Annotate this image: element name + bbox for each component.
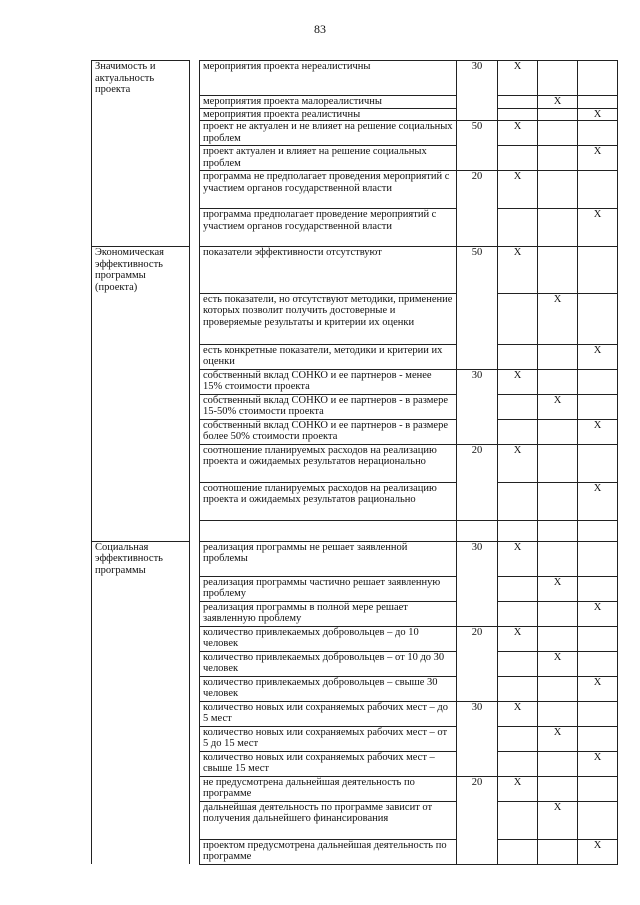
- table-row: [92, 482, 618, 520]
- table-row: [92, 576, 618, 601]
- table-row: [92, 293, 618, 344]
- column-gap: [190, 293, 200, 344]
- column-gap: [190, 776, 200, 801]
- criterion-description: показатели эффективности отсутствуют: [200, 247, 457, 294]
- criterion-category-cell: [92, 601, 190, 626]
- criterion-description: не предусмотрена дальнейшая деятельность по программе: [200, 776, 457, 801]
- criterion-description: [200, 520, 457, 541]
- points-cell: 30: [457, 541, 498, 626]
- rating-mark-cell: X: [578, 482, 618, 520]
- column-gap: [190, 482, 200, 520]
- criterion-description: дальнейшая деятельность по программе зависит от получения дальнейшего финансирования: [200, 801, 457, 839]
- rating-mark-cell: [538, 839, 578, 864]
- rating-mark-cell: [578, 726, 618, 751]
- criterion-description: собственный вклад СОНКО и ее партнеров - в размере 15-50% стоимости проекта: [200, 394, 457, 419]
- rating-mark-cell: [538, 444, 578, 482]
- column-gap: [190, 209, 200, 247]
- rating-mark-cell: [578, 444, 618, 482]
- rating-mark-cell: [538, 601, 578, 626]
- criterion-description: количество привлекаемых добровольцев – свыше 30 человек: [200, 676, 457, 701]
- criterion-description: проект не актуален и не влияет на решение социальных проблем: [200, 121, 457, 146]
- column-gap: [190, 96, 200, 109]
- spacer-row: [92, 520, 618, 541]
- column-gap: [190, 541, 200, 576]
- table-row: [92, 209, 618, 247]
- rating-mark-cell: [498, 520, 538, 541]
- rating-mark-cell: X: [578, 839, 618, 864]
- rating-mark-cell: X: [578, 108, 618, 121]
- criterion-category-cell: [92, 801, 190, 839]
- rating-mark-cell: [578, 394, 618, 419]
- rating-mark-cell: [498, 394, 538, 419]
- rating-mark-cell: [538, 344, 578, 369]
- rating-mark-cell: X: [538, 726, 578, 751]
- rating-mark-cell: X: [538, 394, 578, 419]
- table-row: [92, 247, 618, 294]
- column-gap: [190, 444, 200, 482]
- criterion-category-cell: [92, 576, 190, 601]
- table-row: [92, 108, 618, 121]
- rating-mark-cell: [578, 293, 618, 344]
- points-cell: 50: [457, 121, 498, 171]
- rating-mark-cell: X: [498, 121, 538, 146]
- rating-mark-cell: [538, 701, 578, 726]
- criterion-category-cell: [92, 108, 190, 121]
- rating-mark-cell: [578, 651, 618, 676]
- criterion-category-cell: [92, 344, 190, 369]
- rating-mark-cell: X: [538, 801, 578, 839]
- criterion-category-cell: Социальная эффективность программы: [92, 541, 190, 576]
- rating-mark-cell: X: [578, 209, 618, 247]
- rating-mark-cell: [498, 839, 538, 864]
- rating-mark-cell: [578, 96, 618, 109]
- rating-mark-cell: [538, 482, 578, 520]
- column-gap: [190, 701, 200, 726]
- table-row: [92, 676, 618, 701]
- rating-mark-cell: X: [498, 701, 538, 726]
- criterion-category-cell: [92, 839, 190, 864]
- rating-mark-cell: [538, 369, 578, 394]
- rating-mark-cell: [538, 419, 578, 444]
- criterion-category-cell: [92, 419, 190, 444]
- column-gap: [190, 801, 200, 839]
- rating-mark-cell: [498, 482, 538, 520]
- rating-mark-cell: [538, 146, 578, 171]
- rating-mark-cell: [498, 209, 538, 247]
- column-gap: [190, 651, 200, 676]
- rating-mark-cell: [578, 626, 618, 651]
- criterion-category-cell: [92, 726, 190, 751]
- criterion-category-cell: [92, 444, 190, 482]
- rating-mark-cell: [538, 676, 578, 701]
- table-row: [92, 369, 618, 394]
- criterion-description: проект актуален и влияет на решение социальных проблем: [200, 146, 457, 171]
- column-gap: [190, 676, 200, 701]
- criterion-description: мероприятия проекта нереалистичны: [200, 61, 457, 96]
- table-row: [92, 626, 618, 651]
- table-row: [92, 541, 618, 576]
- criterion-description: количество привлекаемых добровольцев – до 10 человек: [200, 626, 457, 651]
- table-row: [92, 444, 618, 482]
- criterion-category-cell: [92, 701, 190, 726]
- rating-mark-cell: X: [498, 61, 538, 96]
- criterion-category-cell: [92, 121, 190, 146]
- points-cell: 30: [457, 701, 498, 776]
- rating-mark-cell: [538, 108, 578, 121]
- points-cell: 20: [457, 626, 498, 701]
- table-row: [92, 726, 618, 751]
- column-gap: [190, 247, 200, 294]
- rating-mark-cell: X: [578, 146, 618, 171]
- column-gap: [190, 171, 200, 209]
- rating-mark-cell: X: [538, 96, 578, 109]
- column-gap: [190, 369, 200, 394]
- column-gap: [190, 108, 200, 121]
- criterion-category-cell: [92, 651, 190, 676]
- rating-mark-cell: X: [498, 369, 538, 394]
- criterion-category-cell: Экономическая эффективность программы (проекта): [92, 247, 190, 294]
- points-cell: 20: [457, 171, 498, 247]
- rating-mark-cell: X: [538, 293, 578, 344]
- rating-mark-cell: [538, 121, 578, 146]
- rating-mark-cell: [578, 520, 618, 541]
- table-row: [92, 601, 618, 626]
- rating-mark-cell: [538, 751, 578, 776]
- rating-mark-cell: X: [498, 444, 538, 482]
- criterion-category-cell: [92, 676, 190, 701]
- column-gap: [190, 601, 200, 626]
- table-row: [92, 171, 618, 209]
- column-gap: [190, 146, 200, 171]
- rating-mark-cell: [578, 576, 618, 601]
- table-row: [92, 96, 618, 109]
- criterion-category-cell: [92, 209, 190, 247]
- table-row: [92, 394, 618, 419]
- criterion-description: собственный вклад СОНКО и ее партнеров - менее 15% стоимости проекта: [200, 369, 457, 394]
- column-gap: [190, 751, 200, 776]
- rating-mark-cell: [578, 369, 618, 394]
- criterion-category-cell: [92, 751, 190, 776]
- rating-mark-cell: [578, 171, 618, 209]
- table-row: [92, 751, 618, 776]
- criterion-category-cell: [92, 146, 190, 171]
- column-gap: [190, 419, 200, 444]
- criterion-description: реализация программы в полной мере решает заявленную проблему: [200, 601, 457, 626]
- criterion-category-cell: [92, 96, 190, 109]
- column-gap: [190, 576, 200, 601]
- criterion-category-cell: [92, 394, 190, 419]
- rating-mark-cell: [498, 146, 538, 171]
- criterion-description: программа не предполагает проведения мероприятий с участием органов государственной власти: [200, 171, 457, 209]
- rating-mark-cell: [498, 601, 538, 626]
- points-cell: 30: [457, 369, 498, 444]
- criterion-description: количество новых или сохраняемых рабочих мест – от 5 до 15 мест: [200, 726, 457, 751]
- rating-mark-cell: [538, 209, 578, 247]
- table-row: [92, 701, 618, 726]
- rating-mark-cell: [578, 541, 618, 576]
- rating-mark-cell: [538, 61, 578, 96]
- criterion-description: соотношение планируемых расходов на реализацию проекта и ожидаемых результатов рационально: [200, 482, 457, 520]
- rating-mark-cell: [498, 801, 538, 839]
- criterion-description: соотношение планируемых расходов на реализацию проекта и ожидаемых результатов нерационально: [200, 444, 457, 482]
- rating-mark-cell: [498, 108, 538, 121]
- rating-mark-cell: X: [498, 541, 538, 576]
- rating-mark-cell: [538, 247, 578, 294]
- criterion-description: программа предполагает проведение мероприятий с участием органов государственной власти: [200, 209, 457, 247]
- criterion-category-cell: [92, 626, 190, 651]
- rating-mark-cell: [498, 751, 538, 776]
- page-number: 83: [314, 22, 326, 36]
- rating-mark-cell: [538, 171, 578, 209]
- column-gap: [190, 394, 200, 419]
- rating-mark-cell: [498, 96, 538, 109]
- criterion-description: реализация программы частично решает заявленную проблему: [200, 576, 457, 601]
- criterion-category-cell: Значимость и актуальность проекта: [92, 61, 190, 96]
- criterion-category-cell: [92, 776, 190, 801]
- column-gap: [190, 726, 200, 751]
- rating-mark-cell: [578, 121, 618, 146]
- rating-mark-cell: [578, 801, 618, 839]
- criteria-table: [91, 60, 618, 865]
- criterion-description: есть конкретные показатели, методики и критерии их оценки: [200, 344, 457, 369]
- criterion-category-cell: [92, 171, 190, 209]
- table-row: [92, 776, 618, 801]
- points-cell: [457, 520, 498, 541]
- column-gap: [190, 839, 200, 864]
- criterion-category-cell: [92, 520, 190, 541]
- rating-mark-cell: X: [538, 651, 578, 676]
- rating-mark-cell: [578, 61, 618, 96]
- rating-mark-cell: [578, 776, 618, 801]
- criterion-description: есть показатели, но отсутствуют методики, применение которых позволит получить достоверные и проверяемые результаты и критерии их оценки: [200, 293, 457, 344]
- rating-mark-cell: X: [538, 576, 578, 601]
- rating-mark-cell: [538, 541, 578, 576]
- table-row: [92, 344, 618, 369]
- criterion-description: количество новых или сохраняемых рабочих мест – свыше 15 мест: [200, 751, 457, 776]
- table-row: [92, 801, 618, 839]
- rating-mark-cell: X: [498, 247, 538, 294]
- rating-mark-cell: X: [578, 601, 618, 626]
- rating-mark-cell: [498, 651, 538, 676]
- criterion-description: мероприятия проекта реалистичны: [200, 108, 457, 121]
- table-row: [92, 419, 618, 444]
- rating-mark-cell: [578, 701, 618, 726]
- criterion-category-cell: [92, 293, 190, 344]
- column-gap: [190, 626, 200, 651]
- rating-mark-cell: X: [498, 776, 538, 801]
- table-row: [92, 121, 618, 146]
- column-gap: [190, 121, 200, 146]
- rating-mark-cell: [498, 576, 538, 601]
- criterion-description: собственный вклад СОНКО и ее партнеров - в размере более 50% стоимости проекта: [200, 419, 457, 444]
- criterion-description: мероприятия проекта малореалистичны: [200, 96, 457, 109]
- points-cell: 20: [457, 444, 498, 520]
- criterion-description: количество привлекаемых добровольцев – от 10 до 30 человек: [200, 651, 457, 676]
- criterion-description: проектом предусмотрена дальнейшая деятельность по программе: [200, 839, 457, 864]
- points-cell: 20: [457, 776, 498, 864]
- criterion-category-cell: [92, 369, 190, 394]
- table-row: [92, 651, 618, 676]
- criterion-description: количество новых или сохраняемых рабочих мест – до 5 мест: [200, 701, 457, 726]
- criterion-description: реализация программы не решает заявленной проблемы: [200, 541, 457, 576]
- criterion-category-cell: [92, 482, 190, 520]
- rating-mark-cell: X: [578, 344, 618, 369]
- rating-mark-cell: X: [578, 676, 618, 701]
- column-gap: [190, 344, 200, 369]
- rating-mark-cell: X: [498, 626, 538, 651]
- rating-mark-cell: [498, 344, 538, 369]
- points-cell: 50: [457, 247, 498, 370]
- table-row: [92, 61, 618, 96]
- rating-mark-cell: [498, 293, 538, 344]
- rating-mark-cell: [538, 776, 578, 801]
- rating-mark-cell: [498, 726, 538, 751]
- rating-mark-cell: [538, 626, 578, 651]
- column-gap: [190, 520, 200, 541]
- rating-mark-cell: [578, 247, 618, 294]
- column-gap: [190, 61, 200, 96]
- rating-mark-cell: X: [498, 171, 538, 209]
- rating-mark-cell: X: [578, 751, 618, 776]
- points-cell: 30: [457, 61, 498, 121]
- rating-mark-cell: [498, 676, 538, 701]
- table-row: [92, 146, 618, 171]
- rating-mark-cell: [538, 520, 578, 541]
- rating-mark-cell: X: [578, 419, 618, 444]
- rating-mark-cell: [498, 419, 538, 444]
- table-row: [92, 839, 618, 864]
